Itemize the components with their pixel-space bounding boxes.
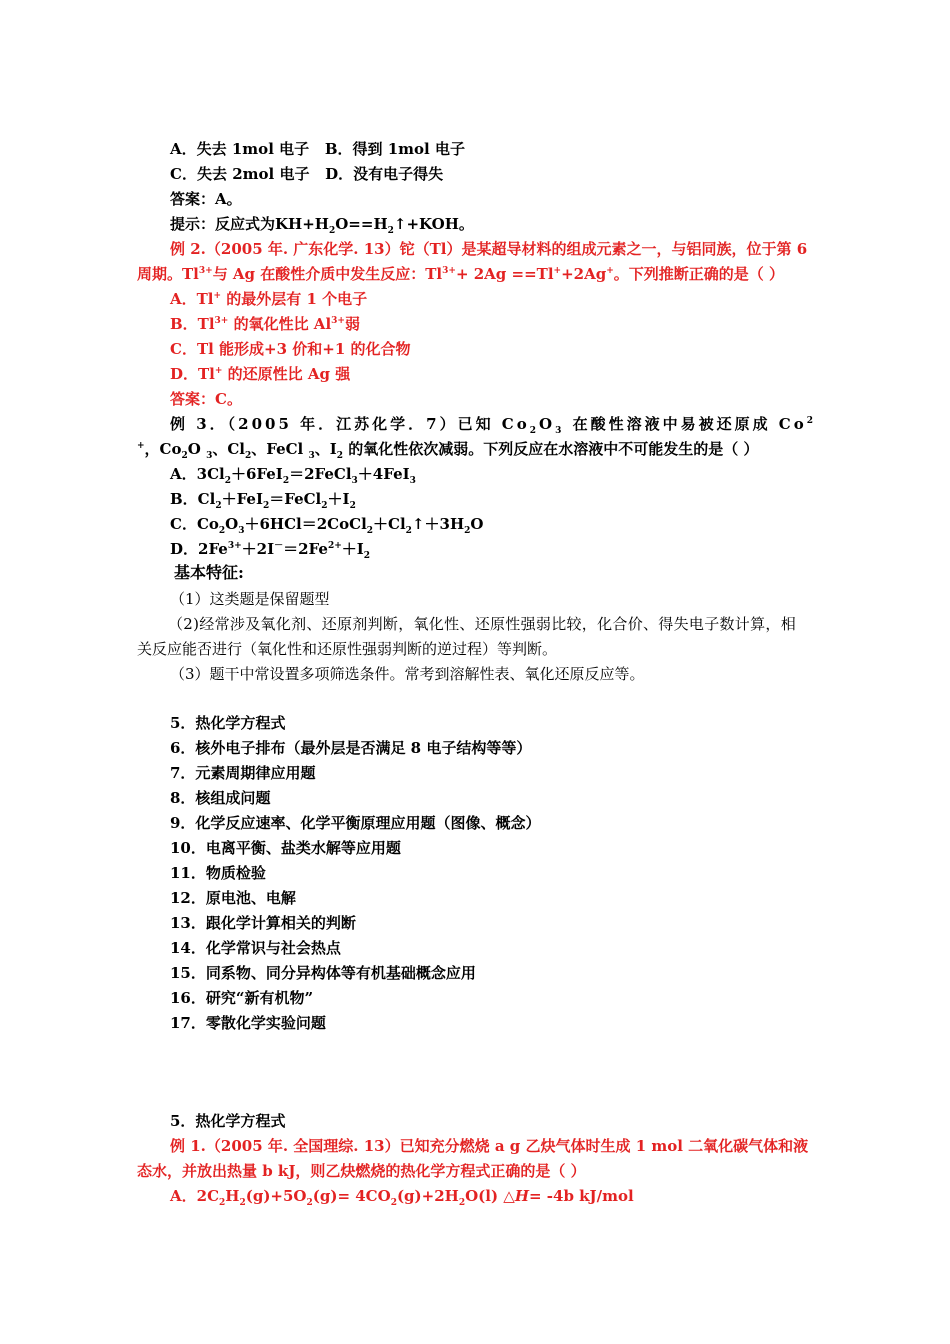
topic-item: 11．物质检验 [170,864,266,882]
ex2-option-c: C．Tl 能形成+3 价和+1 的化合物 [170,340,411,358]
section5-heading: 5．热化学方程式 [170,1112,286,1130]
topic-item: 7．元素周期律应用题 [170,764,316,782]
features-item-1: （1）这类题是保留题型 [170,590,330,608]
topic-item: 15．同系物、同分异构体等有机基础概念应用 [170,964,476,982]
ex2-option-a: A．Tl+ 的最外层有 1 个电子 [170,290,368,308]
ex2-title-line2: 周期。$Tl^{3+}$与 Ag 在酸性介质中发生反应：$Tl^{3+}+ 2Ag ==Tl^++2Ag^+$。下列推断正确的是（ ） [137,265,784,283]
ex3-title-line2: +，$Co_2O$ $_3$、$Cl_2$、FeCl $_3$、$I_2$ 的氧化性依次减弱。下列反应在水溶液中不可能发生的是（ ） [137,440,759,461]
q1-options-cd: C．失去 2mol 电子 D．没有电子得失 [170,165,444,183]
ex3-option-a: A．$3Cl_2+6FeI_2=2FeCl_3+4FeI_3$ [170,465,416,486]
q1-answer: 答案：A。 [170,190,242,208]
topic-item: 10．电离平衡、盐类水解等应用题 [170,839,401,857]
topic-item: 5．热化学方程式 [170,714,286,732]
ex2-option-d: D．Tl+ 的还原性比 Ag 强 [170,365,351,383]
section5-ex1-line2: 态水，并放出热量 b kJ，则乙炔燃烧的热化学方程式正确的是（ ） [137,1162,586,1180]
section5-ex1-line1: 例 1.（2005 年. 全国理综. 13）已知充分燃烧 a g 乙炔气体时生成 1 mol 二氧化碳气体和液 [170,1137,809,1155]
topic-item: 12．原电池、电解 [170,889,296,907]
q1-hint: 提示：反应式为$KH+H_2O==H_2↑+KOH$。 [170,215,474,236]
ex2-answer: 答案：C。 [170,390,242,408]
ex3-option-c: C．$Co_2O_3+6HCl=2CoCl_2+Cl_2↑+3H_2O$ [170,515,484,536]
features-item-2-line1: （2)经常涉及氧化剂、还原剂判断，氧化性、还原性强弱比较，化合价、得失电子数计算，相 [168,615,796,633]
section5-option-a: A．$2C_2H_2(g)+5O_2(g)= 4CO_2(g)+2H_2O(l)$ △H= -4b kJ/mol [170,1187,634,1208]
features-heading: 基本特征: [174,563,244,582]
features-item-2-line2: 关反应能否进行（氧化性和还原性强弱判断的逆过程）等判断。 [137,640,558,658]
topic-item: 9．化学反应速率、化学平衡原理应用题（图像、概念） [170,814,541,832]
features-item-3: （3）题干中常设置多项筛选条件。常考到溶解性表、氧化还原反应等。 [170,665,645,683]
topic-item: 13．跟化学计算相关的判断 [170,914,356,932]
ex2-option-b: B．$Tl^{3+}$ 的氧化性比 $Al^{3+}$弱 [170,315,360,333]
ex3-option-d: D．$2Fe^{3+}+2I^-=2Fe^{2+}+I_2$ [170,540,371,561]
topic-item: 8．核组成问题 [170,789,271,807]
topic-item: 14．化学常识与社会热点 [170,939,341,957]
ex3-option-b: B．$Cl_2+FeI_2=FeCl_2+I_2$ [170,490,356,511]
topic-item: 6．核外电子排布（最外层是否满足 8 电子结构等等） [170,739,532,757]
topic-item: 16．研究“新有机物” [170,989,314,1007]
topic-item: 17．零散化学实验问题 [170,1014,326,1032]
q1-options-ab: A．失去 1mol 电子 B．得到 1mol 电子 [170,140,465,158]
ex3-title-line1: 例 3．（2005 年．江苏化学．7）已知 $Co_2O_3$ 在酸性溶液中易被还原成 Co$^2$ [170,415,816,436]
ex2-title-line1: 例 2.（2005 年. 广东化学. 13）铊（Tl）是某超导材料的组成元素之一，与铝同族，位于第 6 [170,240,808,258]
